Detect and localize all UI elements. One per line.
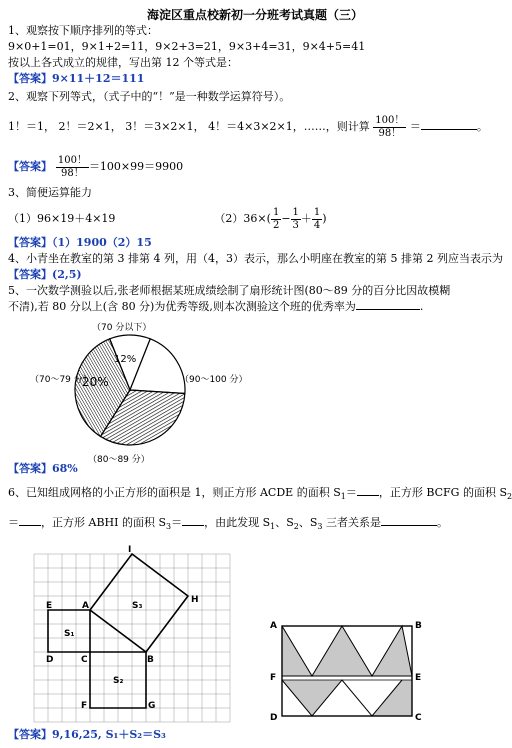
- label-s1: S₁: [64, 629, 75, 639]
- rect-label-E: E: [415, 673, 422, 683]
- q6-line2-text5: 三者关系是: [322, 516, 382, 529]
- q6-blank2: [19, 525, 41, 526]
- rect-label-A: A: [270, 621, 277, 631]
- rectangle-figure: [268, 612, 448, 732]
- q6-eq1: ＝: [345, 486, 357, 499]
- q5-line2-end: .: [419, 300, 424, 313]
- q2-ans-frac-den: 98！: [61, 167, 84, 179]
- q2-line2: 1！＝1， 2！＝2×1， 3！＝3×2×1， 4！＝4×3×2×1，……，则计算 $\frac{100!}{98!}$ ＝ 。: [8, 114, 488, 139]
- q6-sub3: 3: [166, 522, 172, 532]
- q6-sub2b: 2: [293, 522, 299, 532]
- q6-blank3: [182, 525, 204, 526]
- label-s2: S₂: [113, 676, 124, 686]
- label-C: C: [81, 655, 88, 665]
- q3-op1: −: [281, 212, 291, 225]
- q2-blank: [421, 129, 477, 130]
- q3-part1: （1）96×19＋4×19: [8, 212, 116, 225]
- q3-frac1: [271, 207, 281, 232]
- grid-figure: [28, 542, 238, 722]
- q6-sub2: 2: [506, 492, 512, 502]
- pie-label-80-89: （80～89 分）: [88, 455, 150, 465]
- q6-sub1b: 1: [270, 522, 276, 532]
- q6-line1: [8, 486, 512, 504]
- q3-parts: [8, 206, 327, 232]
- q6-line2-text2: ，由此发现 S: [204, 516, 271, 529]
- q1-line1: 1、观察按下顺序排列的等式：: [8, 24, 158, 37]
- q6-line2-end: 。: [437, 516, 449, 529]
- q6-sub3b: 3: [317, 522, 323, 532]
- q3-f1-den: 2: [272, 219, 280, 231]
- q4-line1: 4、小青坐在教室的第 3 排第 4 列，用（4，3）表示，那么小明座在教室的第 5 排第 2 列应当表示为: [8, 252, 503, 265]
- label-G: G: [148, 701, 156, 711]
- rect-label-B: B: [415, 621, 422, 631]
- q2-answer: [8, 154, 183, 180]
- label-E: E: [46, 601, 53, 611]
- q6-eq2: ＝: [8, 516, 19, 529]
- q3-f3-num: 1: [313, 206, 321, 218]
- q6-line2-text: ，正方形 ABHI 的面积 S: [41, 516, 166, 529]
- q3-part2-pre: （2）36×(: [214, 212, 271, 225]
- label-F: F: [81, 701, 88, 711]
- q2-frac-num: 100！: [375, 114, 405, 126]
- q3-f1-num: 1: [272, 206, 280, 218]
- q3-f2-den: 3: [292, 219, 299, 231]
- q6-answer: 【答案】9,16,25, S₁＋S₂＝S₃: [8, 728, 166, 741]
- q6-line1-text2: ，正方形 BCFG 的面积 S: [378, 486, 507, 499]
- label-I: I: [128, 545, 132, 555]
- q3-frac3: [312, 207, 322, 232]
- q5-line2-text: 不清),若 80 分以上(含 80 分)为优秀等级,则本次测验这个班的优秀率为: [8, 300, 356, 313]
- pie-value-12: 12%: [114, 354, 137, 365]
- pie-label-below-70: （70 分以下）: [92, 323, 152, 333]
- pie-chart: [30, 320, 248, 465]
- q3-frac2: [291, 207, 301, 232]
- q6-line2-text4: 、S: [298, 516, 318, 529]
- q6-line1-text: 6、已知组成网格的小正方形的面积是 1，则正方形 ACDE 的面积 S: [8, 486, 341, 499]
- q5-answer: 【答案】68%: [8, 462, 78, 475]
- q3-line1: 3、简便运算能力: [8, 186, 92, 199]
- rect-label-D: D: [270, 713, 278, 723]
- q3-answer: 【答案】（1）1900（2）15: [8, 236, 152, 249]
- q4-answer: 【答案】(2,5): [8, 268, 82, 281]
- label-s3: S₃: [132, 601, 143, 611]
- q1-answer: 【答案】9×11＋12＝111: [8, 72, 145, 85]
- q6-sub1: 1: [340, 492, 346, 502]
- q2-line1: 2、观察下列等式，（式子中的“！”是一种数学运算符号）。: [8, 90, 291, 103]
- pie-label-70-79: （70～79 分）: [30, 375, 92, 385]
- pie-value-20: 20%: [82, 375, 109, 389]
- q3-f3-den: 4: [313, 219, 321, 231]
- pie-label-90-100: （90～100 分）: [180, 375, 248, 385]
- q5-line2: [8, 300, 423, 314]
- q6-line2: [8, 516, 448, 534]
- label-B: B: [147, 655, 154, 665]
- label-A: A: [82, 601, 89, 611]
- q2-line2-text: 1！＝1， 2！＝2×1， 3！＝3×2×1， 4！＝4×3×2×1，……，则计算: [8, 120, 370, 133]
- q6-eq3: ＝: [171, 516, 183, 529]
- q5-blank: [356, 309, 420, 310]
- page-title: 海淀区重点校新初一分班考试真题（三）: [146, 8, 363, 22]
- q2-equals: ＝: [409, 120, 421, 133]
- shaded-lower-tri: [282, 680, 342, 716]
- q2-answer-tail: ＝100×99＝9900: [88, 160, 184, 173]
- q2-ans-frac-num: 100！: [57, 154, 87, 166]
- q6-line2-text3: 、S: [275, 516, 294, 529]
- label-D: D: [46, 655, 54, 665]
- q6-blank4: [381, 525, 437, 526]
- q2-answer-label: 【答案】: [8, 160, 52, 173]
- q2-frac-den: 98！: [378, 127, 402, 139]
- q2-answer-fraction: [56, 155, 89, 180]
- q5-line1: 5、一次数学测验以后,张老师根据某班成绩绘制了扇形统计图(80～89 分的百分比因故模糊: [8, 284, 451, 297]
- rect-label-C: C: [415, 713, 422, 723]
- q6-blank1: [357, 495, 379, 496]
- q3-f2-num: 1: [292, 206, 299, 218]
- q3-close: ): [322, 212, 327, 225]
- q2-fraction: [373, 115, 406, 140]
- q1-line2: 9×0+1=01，9×1+2=11，9×2+3=21，9×3+4=31，9×4+5=41: [8, 40, 366, 53]
- rect-label-F: F: [270, 673, 277, 683]
- q3-op2: ＋: [300, 212, 312, 225]
- q1-line3: 按以上各式成立的规律，写出第 12 个等式是：: [8, 56, 238, 69]
- label-H: H: [191, 595, 199, 605]
